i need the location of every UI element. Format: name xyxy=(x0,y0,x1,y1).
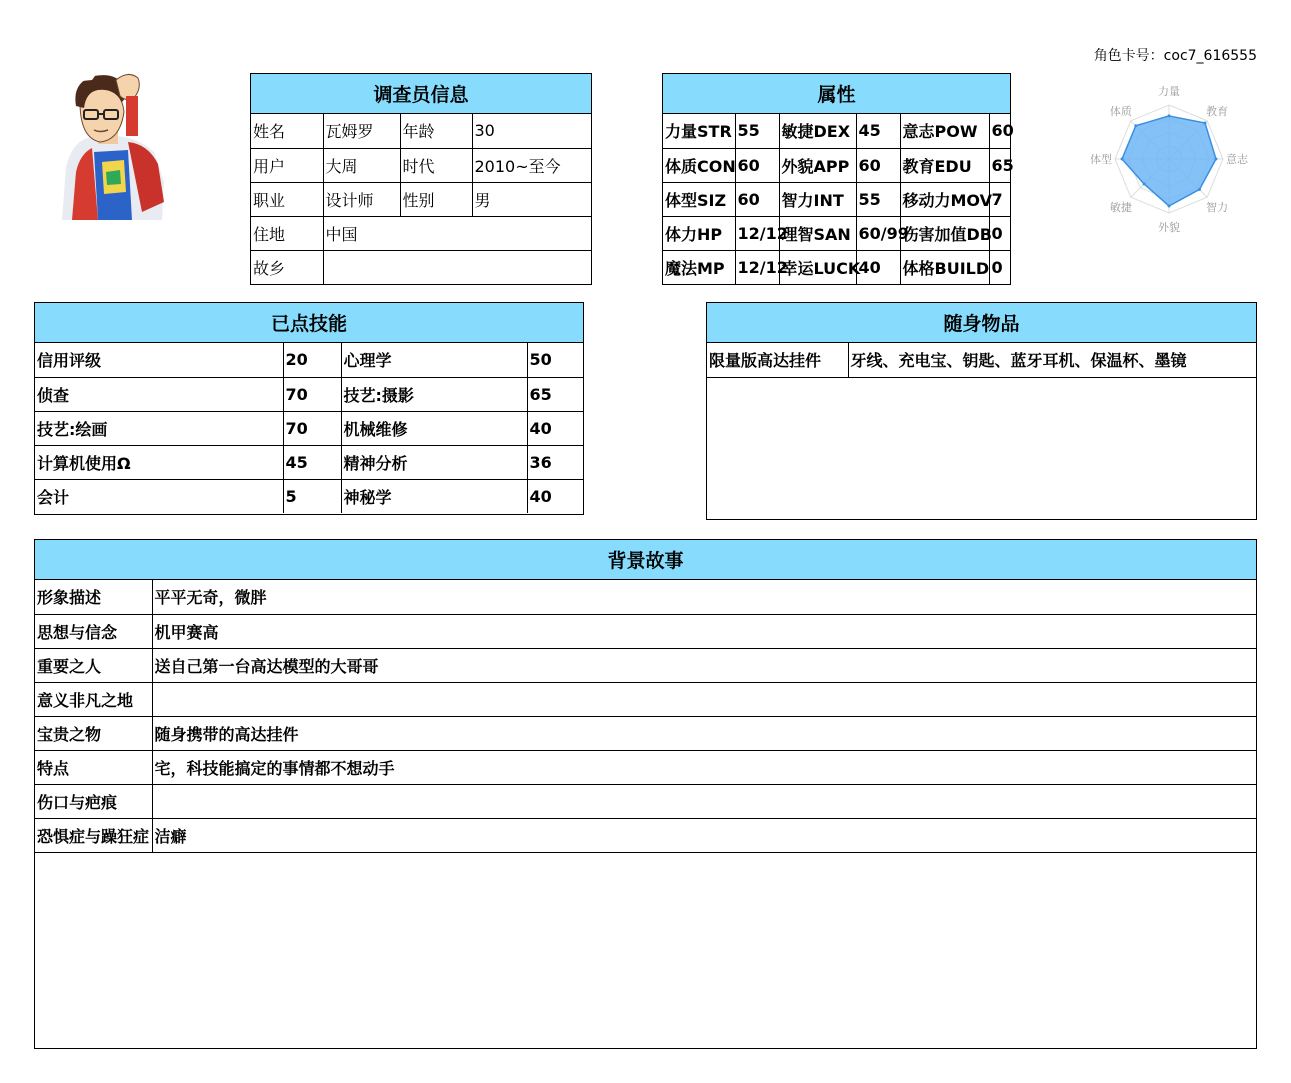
story-label: 思想与信念 xyxy=(35,614,152,648)
attribute-label: 意志POW xyxy=(900,114,989,148)
story-value: 机甲赛高 xyxy=(152,614,1256,648)
skill-value: 5 xyxy=(283,479,341,513)
skill-name: 神秘学 xyxy=(341,479,527,513)
investigator-info-title: 调查员信息 xyxy=(251,74,591,114)
item-row xyxy=(707,343,1256,377)
info-value: 中国 xyxy=(323,216,591,250)
info-value: 设计师 xyxy=(323,182,400,216)
character-portrait xyxy=(58,72,168,220)
radar-axis-label: 智力 xyxy=(1206,201,1229,215)
info-row xyxy=(251,148,591,182)
story-value: 送自己第一台高达模型的大哥哥 xyxy=(152,648,1256,682)
radar-point xyxy=(1121,158,1124,161)
attribute-label: 体格BUILD xyxy=(900,250,989,284)
info-value: 30 xyxy=(472,114,591,148)
story-row xyxy=(35,716,1256,750)
attribute-row xyxy=(663,148,1010,182)
skill-name: 心理学 xyxy=(341,343,527,377)
radar-point xyxy=(1143,182,1146,185)
info-row xyxy=(251,182,591,216)
story-value: 宅，科技能搞定的事情都不想动手 xyxy=(152,750,1256,784)
radar-point xyxy=(1134,124,1137,127)
story-row xyxy=(35,784,1256,818)
attribute-value: 55 xyxy=(856,182,900,216)
attribute-label: 智力INT xyxy=(779,182,856,216)
info-value: 大周 xyxy=(323,148,400,182)
attribute-row xyxy=(663,216,1010,250)
story-label: 宝贵之物 xyxy=(35,716,152,750)
story-value: 洁癖 xyxy=(152,818,1256,852)
story-value xyxy=(152,784,1256,818)
items-title: 随身物品 xyxy=(707,303,1256,343)
story-label: 特点 xyxy=(35,750,152,784)
attribute-value: 7 xyxy=(989,182,1010,216)
skill-row xyxy=(35,377,583,411)
info-label: 住地 xyxy=(251,216,323,250)
items-panel xyxy=(706,302,1257,520)
skill-value: 50 xyxy=(527,343,583,377)
story-label: 重要之人 xyxy=(35,648,152,682)
item-description: 牙线、充电宝、钥匙、蓝牙耳机、保温杯、墨镜 xyxy=(848,343,1256,377)
story-label: 伤口与疤痕 xyxy=(35,784,152,818)
info-value: 男 xyxy=(472,182,591,216)
attribute-value: 60 xyxy=(735,148,779,182)
skill-value: 65 xyxy=(527,377,583,411)
attribute-label: 体质CON xyxy=(663,148,735,182)
radar-axis-label: 体型 xyxy=(1090,153,1112,166)
info-value xyxy=(323,250,591,284)
radar-point xyxy=(1198,188,1201,191)
skill-value: 40 xyxy=(527,479,583,513)
attributes-panel xyxy=(662,73,1014,285)
attribute-value: 12/12 xyxy=(735,250,779,284)
attribute-value: 60 xyxy=(856,148,900,182)
attribute-value: 60 xyxy=(735,182,779,216)
skill-name: 精神分析 xyxy=(341,445,527,479)
info-value: 瓦姆罗 xyxy=(323,114,400,148)
skill-name: 侦查 xyxy=(35,377,283,411)
attribute-value: 0 xyxy=(989,216,1010,250)
attribute-value: 12/12 xyxy=(735,216,779,250)
skill-name: 计算机使用Ω xyxy=(35,445,283,479)
skill-row xyxy=(35,445,583,479)
info-label: 年龄 xyxy=(400,114,472,148)
radar-axis-label: 外貌 xyxy=(1158,221,1180,234)
story-value: 随身携带的高达挂件 xyxy=(152,716,1256,750)
story-row xyxy=(35,818,1256,852)
radar-axis-label: 力量 xyxy=(1158,85,1180,98)
attribute-value: 40 xyxy=(856,250,900,284)
story-row xyxy=(35,682,1256,716)
attribute-value: 45 xyxy=(856,114,900,148)
skill-value: 70 xyxy=(283,377,341,411)
skill-value: 70 xyxy=(283,411,341,445)
skill-row xyxy=(35,343,583,377)
attribute-label: 魔法MP xyxy=(663,250,735,284)
investigator-info-panel xyxy=(250,73,592,285)
attribute-label: 教育EDU xyxy=(900,148,989,182)
story-row xyxy=(35,614,1256,648)
attribute-value: 60/99 xyxy=(856,216,900,250)
skill-value: 45 xyxy=(283,445,341,479)
skill-value: 36 xyxy=(527,445,583,479)
info-label: 姓名 xyxy=(251,114,323,148)
skill-name: 机械维修 xyxy=(341,411,527,445)
attribute-row xyxy=(663,182,1010,216)
info-row xyxy=(251,250,591,284)
skill-value: 20 xyxy=(283,343,341,377)
info-value: 2010~至今 xyxy=(472,148,591,182)
attribute-value: 0 xyxy=(989,250,1010,284)
skill-name: 信用评级 xyxy=(35,343,283,377)
card-id: 角色卡号：coc7_616555 xyxy=(1093,48,1257,64)
story-label: 形象描述 xyxy=(35,580,152,614)
skill-value: 40 xyxy=(527,411,583,445)
skills-title: 已点技能 xyxy=(35,303,583,343)
info-label: 时代 xyxy=(400,148,472,182)
story-row xyxy=(35,648,1256,682)
background-story-panel xyxy=(34,539,1257,1049)
attribute-label: 理智SAN xyxy=(779,216,856,250)
skill-row xyxy=(35,479,583,513)
attribute-value: 55 xyxy=(735,114,779,148)
radar-point xyxy=(1203,122,1206,125)
skill-name: 技艺:摄影 xyxy=(341,377,527,411)
radar-axis-label: 教育 xyxy=(1206,104,1229,118)
attribute-label: 伤害加值DB xyxy=(900,216,989,250)
info-label: 用户 xyxy=(251,148,323,182)
info-label: 职业 xyxy=(251,182,323,216)
attribute-label: 敏捷DEX xyxy=(779,114,856,148)
radar-point xyxy=(1214,158,1217,161)
attribute-radar-chart xyxy=(1070,80,1270,240)
radar-axis-label: 意志 xyxy=(1226,153,1248,166)
attribute-label: 力量STR xyxy=(663,114,735,148)
story-label: 恐惧症与躁狂症 xyxy=(35,818,152,852)
attribute-value: 65 xyxy=(989,148,1010,182)
item-name: 限量版高达挂件 xyxy=(707,343,848,377)
info-label: 性别 xyxy=(400,182,472,216)
radar-point xyxy=(1168,114,1171,117)
skill-name: 技艺:绘画 xyxy=(35,411,283,445)
info-label: 故乡 xyxy=(251,250,323,284)
story-label: 意义非凡之地 xyxy=(35,682,152,716)
skill-row xyxy=(35,411,583,445)
story-value: 平平无奇，微胖 xyxy=(152,580,1256,614)
attribute-label: 移动力MOV xyxy=(900,182,989,216)
attribute-label: 体型SIZ xyxy=(663,182,735,216)
skills-panel xyxy=(34,302,584,515)
radar-axis-label: 体质 xyxy=(1109,104,1132,118)
attribute-row xyxy=(663,250,1010,284)
info-row xyxy=(251,114,591,148)
attribute-label: 外貌APP xyxy=(779,148,856,182)
story-row xyxy=(35,580,1256,614)
skill-name: 会计 xyxy=(35,479,283,513)
story-value xyxy=(152,682,1256,716)
background-story-title: 背景故事 xyxy=(35,540,1256,580)
radar-point xyxy=(1168,204,1171,207)
attribute-label: 幸运LUCK xyxy=(779,250,856,284)
radar-axis-label: 敏捷 xyxy=(1109,201,1132,215)
attributes-title: 属性 xyxy=(663,74,1010,114)
attribute-value: 60 xyxy=(989,114,1010,148)
attribute-row xyxy=(663,114,1010,148)
info-row xyxy=(251,216,591,250)
story-row xyxy=(35,750,1256,784)
attribute-label: 体力HP xyxy=(663,216,735,250)
